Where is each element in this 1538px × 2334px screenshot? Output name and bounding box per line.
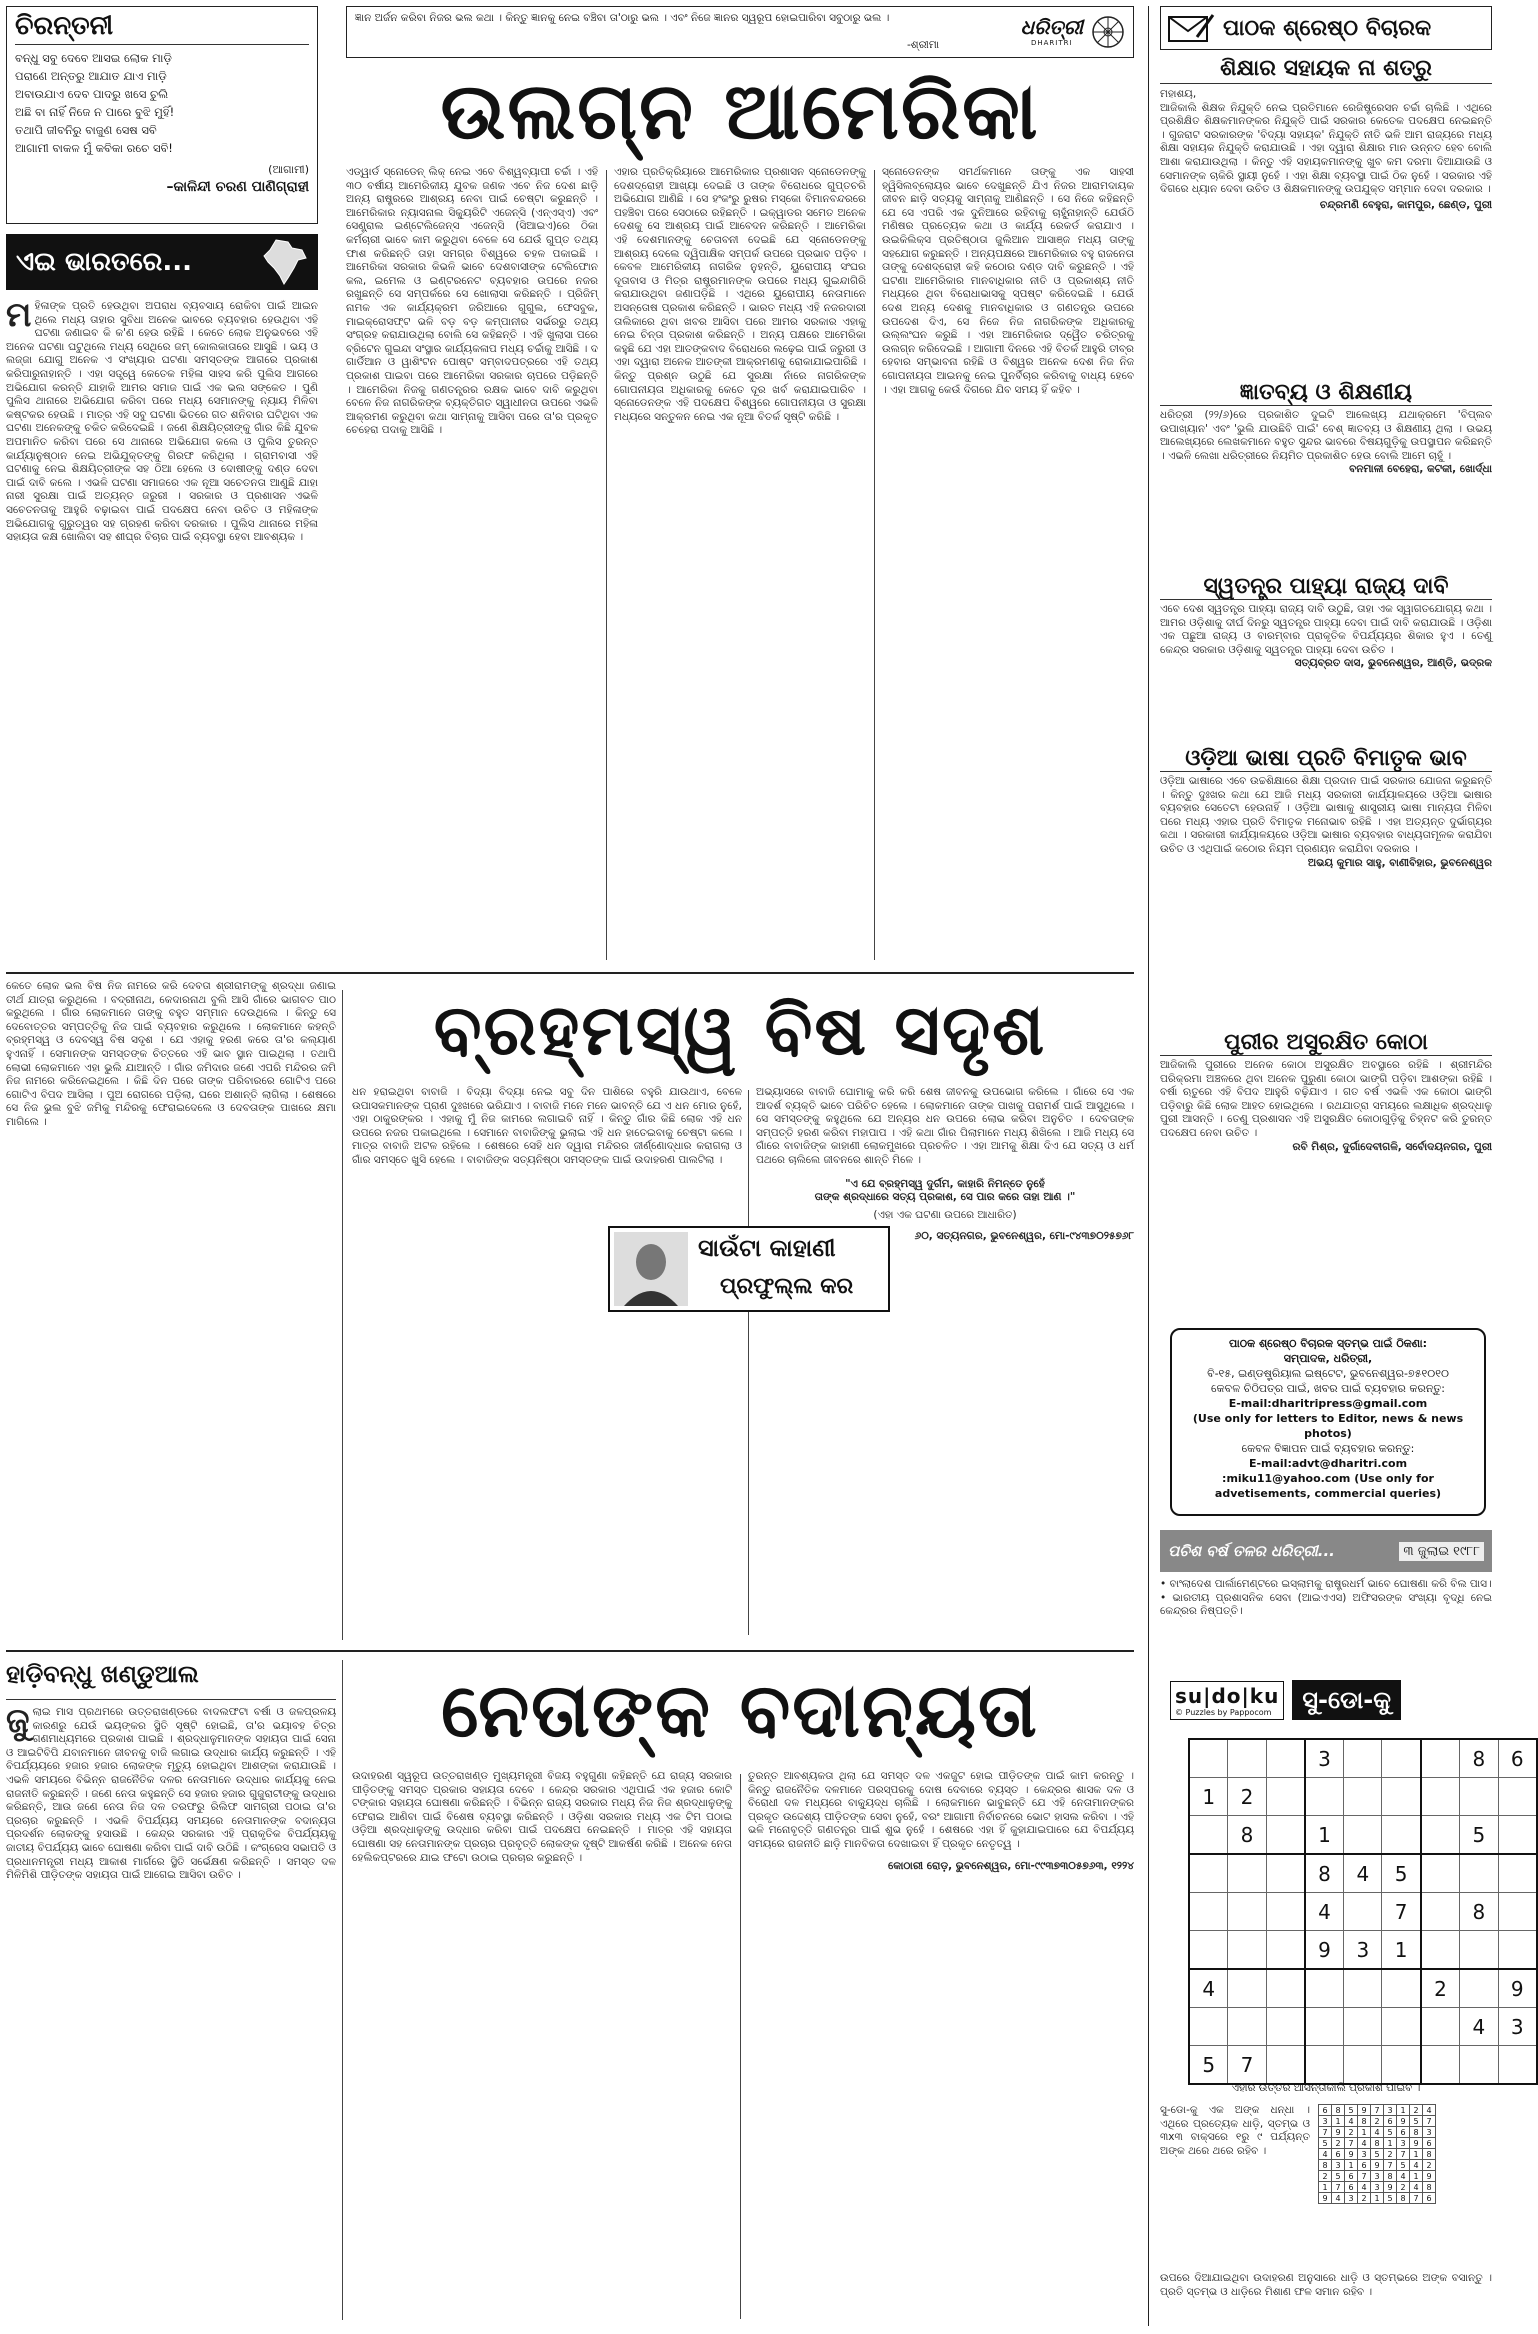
contact-email[interactable]: E-mail:advt@dharitri.com (1248, 1457, 1408, 1470)
sudoku-cell[interactable] (1189, 1854, 1228, 1893)
sudoku-example-cell: 7 (1423, 2116, 1436, 2127)
sudoku-example-cell: 6 (1345, 2171, 1358, 2182)
sudoku-logo-sub: © Puzzles by Pappocom (1175, 1707, 1272, 1717)
article-body: ହିଳାଙ୍କ ପ୍ରତି ହେଉଥିବା ଅପରାଧ ବ୍ୟବସାୟ ରୋକିବା ପାଇଁ ଆଇନ ଥିଲେ ମଧ୍ୟ ତାହାର ସୁବିଧା ଅନେକ ଭାବରେ ବ୍ୟବହାର ହେଉଥିବା ଏହି ଘଟଣା ଜଣାଇବ କି କ'ଣ ହେଉ ରହିଛି । କେତେ ଲୋକ ଅନୁଭବରେ ଏହି ଅନେକ ଘଟଣା ଘଟୁଥିଲେ ମଧ୍ୟ ସେଥିରେ ଜମ୍ କୋଲକାତାରେ ଆସୁଛି । ଭୟ ଓ ଲଜ୍ଜା ଯୋଗୁ ଅନେକ ଏ ସଂଖ୍ୟାର ଘଟଣା ସମସ୍ତଙ୍କ ଆଗରେ ପ୍ରକାଶ କରିପାରୁନାହାନ୍ତି । ଏହା ସତ୍ତ୍ୱେ କେତେକ ମହିଳା ସାହସ କରି ପୁଲିସ ଆଗରେ ଅଭିଯୋଗ କରନ୍ତି ଯାହାକି ଆମର ସମାଜ ପାଇଁ ଏକ ଭଲ ସଙ୍କେତ । ପୁଣି ପୁଲିସ ଥାନାରେ ଅଭିଯୋଗ କରିବା ପରେ ମଧ୍ୟ ସେମାନଙ୍କୁ ନ୍ୟାୟ ମିଳିବା କଷ୍ଟକର ହେଉଛି । ମାତ୍ର ଏହି ସବୁ ଘଟଣା ଭିତରେ ଗତ ଶନିବାର ଘଟିଥିବା ଏକ ଘଟଣା ଅନେକଙ୍କୁ ଚକିତ କରିଦେଇଛି । ଜଣେ ଶିକ୍ଷୟିତ୍ରୀଙ୍କୁ ଗାଁର କିଛି ଯୁବକ ଅପମାନିତ କରିବା ପରେ ସେ ଥାନାରେ ଅଭିଯୋଗ କଲେ ଓ ପୁଲିସ ତୁରନ୍ତ କାର୍ଯ୍ୟାନୁଷ୍ଠାନ ନେଇ ଅଭିଯୁକ୍ତଙ୍କୁ ଗିରଫ କରିଥିଲା । ଗ୍ରାମବାସୀ ଏହି ଘଟଣାକୁ ନେଇ ଶିକ୍ଷୟିତ୍ରୀଙ୍କ ସହ ଠିଆ ହେଲେ ଓ ଦୋଷୀଙ୍କୁ ଦଣ୍ଡ ଦେବା ପାଇଁ ଦାବି କଲେ । ଏଭଳି ଘଟଣା ସମାଜରେ ଏକ ନୂଆ ସଚେତନତା ଆଣୁଛି ଯାହା ନାରୀ ସୁରକ୍ଷା ପାଇଁ ଅତ୍ୟନ୍ତ ଜରୁରୀ । ସରକାର ଓ ପ୍ରଶାସନ ଏଭଳି ସଚେତନତାକୁ ଆହୁରି ବଢ଼ାଇବା ପାଇଁ ପଦକ୍ଷେପ ନେବା ଉଚିତ ଓ ମହିଳାଙ୍କ ଅଭିଯୋଗକୁ ଗୁରୁତ୍ୱର ସହ ଗ୍ରହଣ କରିବା ଦରକାର । ପୁଲିସ ଥାନାରେ ମହିଳା ସହାୟତା କକ୍ଷ ଖୋଲିବା ସହ ଶୀଘ୍ର ବିଚାର ପାଇଁ ବ୍ୟବସ୍ଥା ହେବା ଆବଶ୍ୟକ । (6, 300, 318, 544)
sudoku-cell[interactable]: 4 (1460, 2008, 1498, 2046)
sudoku-logo (1170, 1681, 1284, 1720)
sudoku-example-cell: 8 (1410, 2127, 1423, 2138)
sudoku-example-row (1319, 2138, 1436, 2149)
sudoku-rules-2: ଉପରେ ଦିଆଯାଇଥିବା ଉଦାହରଣ ଅନୁସାରେ ଧାଡ଼ି ଓ ସ୍ତମ୍ଭରେ ଅଙ୍କ ବସାନ୍ତୁ । ପ୍ରତି ସ୍ତମ୍ଭ ଓ ଧାଡ଼ିରେ ମିଶାଣ ଫଳ ସମାନ ରହିବ । (1160, 2272, 1492, 2298)
sudoku-cell[interactable]: 8 (1228, 1816, 1266, 1855)
sudoku-cell[interactable] (1228, 1739, 1266, 1778)
sudoku-example-row (1319, 2193, 1436, 2204)
sudoku-example-cell: 4 (1332, 2193, 1345, 2204)
poem-line: ଅଛି ବା ନାହିଁ ନିଜେ ନ ପାରେ ବୁଝି ମୁହିଁ! (15, 105, 175, 119)
sudoku-row (1189, 1854, 1537, 1893)
divider (342, 1660, 343, 2320)
india-map-icon (258, 238, 310, 286)
sudoku-row (1189, 1893, 1537, 1931)
sudoku-example-cell: 2 (1345, 2127, 1358, 2138)
divider (342, 990, 343, 1640)
sudoku-cell[interactable] (1421, 2008, 1460, 2046)
sudoku-cell[interactable] (1266, 1816, 1305, 1855)
sudoku-example-cell: 5 (1384, 2193, 1397, 2204)
sudoku-cell[interactable]: 3 (1498, 2008, 1537, 2046)
chirantani-heading: ଚିରନ୍ତନୀ (15, 11, 309, 45)
poem-line: ତଥାପି ଜୀବନିରୁ ବାଜୁଣ ସେଷ ସବି (15, 123, 157, 137)
sudoku-example-cell: 6 (1319, 2105, 1332, 2116)
letter-signature: ବନମାଳୀ ବେହେରା, କଟକୀ, ଖୋର୍ଦ୍ଧା (1349, 463, 1492, 476)
masthead (346, 6, 1134, 58)
sudoku-example-cell: 6 (1397, 2127, 1410, 2138)
sudoku-cell[interactable] (1189, 1816, 1228, 1855)
anniversary-items (1160, 1578, 1492, 1618)
letter-body: ଏବେ ଦେଶ ସ୍ୱତନ୍ତ୍ର ପାହ୍ୟା ରାଜ୍ୟ ଦାବି ଉଠୁଛି, ତାହା ଏକ ସ୍ୱାଗତଯୋଗ୍ୟ କଥା । ଆମର ଓଡ଼ିଶାକୁ ଦୀର୍ଘ ଦିନରୁ ସ୍ୱତନ୍ତ୍ର ପାହ୍ୟା ଦେବା ପାଇଁ ଦାବି କରାଯାଉଛି । ଓଡ଼ିଶା ଏକ ପଛୁଆ ରାଜ୍ୟ ଓ ବାରମ୍ବାର ପ୍ରାକୃତିକ ବିପର୍ଯ୍ୟୟର ଶିକାର ହୁଏ । ତେଣୁ କେନ୍ଦ୍ର ସରକାର ଓଡ଼ିଶାକୁ ସ୍ୱତନ୍ତ୍ର ପାହ୍ୟା ଦେବା ଉଚିତ । (1160, 603, 1492, 656)
sudoku-cell[interactable] (1421, 1739, 1460, 1778)
sudoku-example-cell: 1 (1397, 2105, 1410, 2116)
sudoku-cell[interactable]: 5 (1382, 1854, 1421, 1893)
letters-header-label: ପାଠକ ଶ୍ରେଷ୍ଠ ବିଚାରକ (1223, 15, 1432, 41)
sudoku-example-cell: 7 (1345, 2138, 1358, 2149)
letter-5 (1160, 1030, 1492, 1320)
sudoku-example-cell: 3 (1397, 2138, 1410, 2149)
sudoku-cell[interactable]: 8 (1305, 1854, 1344, 1893)
contact-line: ବି-୧୫, ଇଣ୍ଡଷ୍ଟ୍ରିୟାଲ ଇଷ୍ଟେଟ, ଭୁବନେଶ୍ୱର-୭୫୧୦୧୦ (1207, 1367, 1449, 1380)
sudoku-example-row (1319, 2182, 1436, 2193)
envelope-icon (1167, 13, 1215, 43)
column-author: ପ୍ରଫୁଲ୍ଲ କର (720, 1274, 854, 1299)
sudoku-example-cell: 1 (1358, 2127, 1371, 2138)
sudoku-example-cell: 4 (1410, 2160, 1423, 2171)
chirantani-poem (15, 49, 309, 157)
sudoku-cell[interactable] (1266, 2008, 1305, 2046)
paper-logo (1021, 15, 1083, 47)
sudoku-grid[interactable] (1188, 1738, 1538, 2085)
sudoku-example-row (1319, 2105, 1436, 2116)
sudoku-cell[interactable]: 4 (1344, 1854, 1382, 1893)
sudoku-row (1189, 1969, 1537, 2008)
sudoku-cell[interactable] (1382, 1778, 1421, 1816)
chirantani-box (6, 6, 318, 224)
sudoku-example-cell: 5 (1319, 2138, 1332, 2149)
letters-contact-box (1170, 1328, 1486, 1516)
anniversary-date: ୩ ଜୁଲାଇ ୧୯୮୮ (1399, 1542, 1484, 1561)
letter-signature: ଚନ୍ଦ୍ରମଣି ବେହୁରା, କାମପୁର, ଛେଣ୍ଡ, ପୁରୀ (1319, 198, 1492, 211)
hadibandhu-article (6, 1701, 336, 2326)
sudoku-example-cell: 5 (1384, 2127, 1397, 2138)
sudoku-cell[interactable] (1266, 1854, 1305, 1893)
sudoku-cell[interactable] (1382, 1816, 1421, 1855)
sudoku-example-cell: 9 (1384, 2182, 1397, 2193)
sudoku-row (1189, 1816, 1537, 1855)
sudoku-cell[interactable] (1498, 1854, 1537, 1893)
sudoku-example-cell: 9 (1358, 2105, 1371, 2116)
sudoku-example-cell: 2 (1397, 2182, 1410, 2193)
sudoku-title: ସୁ-ଡୋ-କୁ (1292, 1680, 1401, 1720)
sudoku-cell[interactable] (1421, 1931, 1460, 1970)
sudoku-cell[interactable]: 7 (1382, 1893, 1421, 1931)
ei-bharatare-heading: ଏଇ ଭାରତରେ... (16, 246, 192, 277)
contact-email[interactable]: :miku11@yahoo.com (Use only for (1222, 1472, 1434, 1485)
sudoku-row (1189, 2008, 1537, 2046)
letter-body: ଧରିତ୍ରୀ (୨୨/୬)ରେ ପ୍ରକାଶିତ ଦୁଇଟି ଆଲେଖ୍ୟ ଯଥାକ୍ରମେ 'ବିପ୍ଲବ ଉପାଖ୍ୟାନ' ଏବଂ 'ଭୁଲି ଯାଉଛିବି ପାଇଁ' ବେଶ୍ ଜ୍ଞାତବ୍ୟ ଓ ଶିକ୍ଷଣୀୟ ଥିଲା । ଉଭୟ ଆଲେଖ୍ୟରେ ଲେଖକମାନେ ବହୁତ ସୁନ୍ଦର ଭାବରେ ବିଷୟଗୁଡ଼ିକୁ ଉପସ୍ଥାପନ କରିଛନ୍ତି । ଏଭଳି ଲେଖା ଧରିତ୍ରୀରେ ନିୟମିତ ପ୍ରକାଶିତ ହେଉ ବୋଲି ଆମେ ଚାହୁଁ । (1160, 409, 1492, 462)
sudoku-cell[interactable] (1382, 2008, 1421, 2046)
sudoku-row (1189, 1931, 1537, 1970)
masthead-quote: ଜ୍ଞାନ ଅର୍ଜନ କରିବା ନିଜର ଭଲ କଥା । କିନ୍ତୁ ଜ୍ଞାନକୁ ନେଇ ବଞ୍ଚିବା ତା'ଠାରୁ ଭଲ । ଏବଂ ନିଜେ ଜ୍ଞାନର ସ୍ୱରୂପ ହୋଇପାରିବା ସବୁଠାରୁ ଭଲ । (355, 12, 890, 24)
letter-title: ଶିକ୍ଷାର ସହାୟକ ନା ଶତ୍ରୁ (1160, 56, 1492, 84)
sudoku-example-cell: 8 (1332, 2105, 1345, 2116)
sudoku-example-cell: 4 (1319, 2149, 1332, 2160)
sudoku-cell[interactable]: 9 (1498, 1969, 1537, 2008)
sudoku-row (1189, 1778, 1537, 1816)
sudoku-cell[interactable] (1228, 1931, 1266, 1970)
sudoku-example-row (1319, 2127, 1436, 2138)
sudoku-cell[interactable] (1266, 2046, 1305, 2085)
sudoku-example-cell: 6 (1345, 2182, 1358, 2193)
sudoku-example-cell: 7 (1332, 2182, 1345, 2193)
sudoku-cell[interactable] (1344, 1969, 1382, 2008)
sudoku-example-cell: 4 (1397, 2171, 1410, 2182)
sudoku-example-cell: 1 (1384, 2138, 1397, 2149)
sudoku-example-cell: 1 (1410, 2171, 1423, 2182)
sudoku-grid-wrap (1188, 1738, 1538, 2078)
sudoku-cell[interactable]: 3 (1305, 1739, 1344, 1778)
sudoku-cell[interactable]: 9 (1305, 1931, 1344, 1970)
poem-line: ଅବାଉଯାଏ ଦେବ ପାଦରୁ ଖସେ ଚୁଲି (15, 87, 169, 101)
sudoku-example-cell: 3 (1332, 2160, 1345, 2171)
article-body: କେତେ ଲୋକ ଭଲ ବିଷ ନିଜ ନାମରେ କରି ଦେବତା ଶ୍ରୀରାମଙ୍କୁ ଶ୍ରଦ୍ଧା ଜଣାଇ ତୀର୍ଥ ଯାତ୍ରା କରୁଥିଲେ । ବଦ୍ରୀନାଥ, କେଦାରନାଥ ବୁଲି ଆସି ଗାଁରେ ଭାଗବତ ପାଠ କରୁଥିଲେ । ଗାଁର ଲୋକମାନେ ତାଙ୍କୁ ବହୁତ ସମ୍ମାନ ଦେଉଥିଲେ । କିନ୍ତୁ ସେ ଦେବୋତ୍ତର ସମ୍ପତ୍ତିକୁ ନିଜ ପାଇଁ ବ୍ୟବହାର କରୁଥିଲେ । ଲୋକମାନେ କହନ୍ତି ବ୍ରହ୍ମସ୍ୱ ଓ ଦେବସ୍ୱ ବିଷ ସଦୃଶ । ଯେ ଏହାକୁ ହରଣ କରେ ତା'ର କଲ୍ୟାଣ ହୁଏନାହିଁ । ସେମାନଙ୍କ ସମସ୍ତଙ୍କ ଚିତ୍ତରେ ଏହି ଭାବ ସ୍ଥାନ ପାଇଥିଲା । ତଥାପି ଲୋଭୀ ଲୋକମାନେ ଏହା ଭୁଲି ଯାଆନ୍ତି । ଗାଁର ଜମିଦାର ଜଣେ ଏପରି ମନ୍ଦିରର ଜମି ନିଜ ନାମରେ କରିନେଇଥିଲେ । କିଛି ଦିନ ପରେ ତାଙ୍କ ପରିବାରରେ ଗୋଟିଏ ପରେ ଗୋଟିଏ ବିପଦ ଆସିଲା । ପୁଅ ରୋଗରେ ପଡ଼ିଲା, ଘରେ ଅଶାନ୍ତି ଲାଗିଲା । ଶେଷରେ ସେ ନିଜ ଭୁଲ ବୁଝି ଜମିକୁ ମନ୍ଦିରକୁ ଫେରାଇଦେଲେ ଓ ଦେବତାଙ୍କ ପାଖରେ କ୍ଷମା ମାଗିଲେ । (6, 980, 336, 1128)
sudoku-example-cell: 5 (1345, 2105, 1358, 2116)
letter-body: ଓଡ଼ିଆ ଭାଷାରେ ଏବେ ଉଚ୍ଚଶିକ୍ଷାରେ ଶିକ୍ଷା ପ୍ରଦାନ ପାଇଁ ସରକାର ଯୋଜନା କରୁଛନ୍ତି । କିନ୍ତୁ ଦୁଃଖର କଥା ଯେ ଆଜି ମଧ୍ୟ ସରକାରୀ କାର୍ଯ୍ୟାଳୟରେ ଓଡ଼ିଆ ଭାଷାର ବ୍ୟବହାର ସେତେଟା ହେଉନାହିଁ । ଓଡ଼ିଆ ଭାଷାକୁ ଶାସ୍ତ୍ରୀୟ ଭାଷା ମାନ୍ୟତା ମିଳିବା ପରେ ମଧ୍ୟ ଏହାର ପ୍ରତି ବିମାତୃକ ମନୋଭାବ ରହିଛି । ଏହା ଅତ୍ୟନ୍ତ ଦୁର୍ଭାଗ୍ୟର କଥା । ସରକାରୀ କାର୍ଯ୍ୟାଳୟରେ ଓଡ଼ିଆ ଭାଷାର ବ୍ୟବହାର ବାଧ୍ୟତାମୂଳକ କରାଯିବା ଉଚିତ ଓ ଏଥିପାଇଁ କଠୋର ନିୟମ ପ୍ରଣୟନ କରାଯିବା ଦରକାର । (1160, 775, 1492, 855)
sudoku-cell[interactable] (1305, 2046, 1344, 2085)
author-head: ହାଡ଼ିବନ୍ଧୁ ଖଣ୍ଡୁଆଲ (6, 1660, 199, 1688)
sudoku-cell[interactable] (1421, 1893, 1460, 1931)
sudoku-example-cell: 3 (1358, 2149, 1371, 2160)
dropcap: ମ (6, 295, 32, 335)
sudoku-cell[interactable] (1305, 2008, 1344, 2046)
sudoku-example-cell: 1 (1345, 2160, 1358, 2171)
sudoku-cell[interactable] (1460, 1854, 1498, 1893)
sudoku-example-cell: 7 (1397, 2149, 1410, 2160)
sudoku-cell[interactable] (1266, 1778, 1305, 1816)
sudoku-cell[interactable] (1344, 1739, 1382, 1778)
sudoku-cell[interactable] (1382, 1739, 1421, 1778)
sudoku-cell[interactable] (1266, 1739, 1305, 1778)
sudoku-example-cell: 7 (1319, 2127, 1332, 2138)
contact-note: (Use only for letters to Editor, news & news photos) (1192, 1412, 1464, 1440)
sudoku-row (1189, 2046, 1537, 2085)
divider (740, 1774, 741, 2319)
brahmasya-right-col (756, 1086, 1134, 1636)
sudoku-cell[interactable] (1189, 2008, 1228, 2046)
letter-1 (1160, 56, 1492, 374)
sudoku-example-cell: 2 (1384, 2149, 1397, 2160)
sudoku-cell[interactable] (1460, 1778, 1498, 1816)
sudoku-cell[interactable]: 8 (1460, 1893, 1498, 1931)
contact-line: ପାଠକ ଶ୍ରେଷ୍ଠ ବିଚାରକ ସ୍ତମ୍ଭ ପାଇଁ ଠିକଣା: (1228, 1337, 1428, 1350)
sudoku-example-cell: 4 (1371, 2127, 1384, 2138)
sudoku-example-cell: 1 (1319, 2182, 1332, 2193)
sudoku-cell[interactable] (1344, 1816, 1382, 1855)
anniversary-item: • ବାଂଲାଦେଶ ପାର୍ଲାମେଣ୍ଟରେ ଇସ୍‌ଲାମକୁ ରାଷ୍ଟ୍ରଧର୍ମ ଭାବେ ଘୋଷଣା କରି ବିଲ ପାସ। (1160, 1578, 1492, 1590)
paper-name: ଧରିତ୍ରୀ (1020, 15, 1083, 39)
sudoku-example-cell: 3 (1371, 2171, 1384, 2182)
sudoku-cell[interactable] (1189, 1893, 1228, 1931)
sudoku-example-cell: 2 (1371, 2116, 1384, 2127)
poem-line: ବନ୍ଧୁ ସବୁ ଦେବେ ଆସଇ ଲୋକ ମାଡ଼ି (15, 51, 172, 65)
sudoku-example-row (1319, 2116, 1436, 2127)
sudoku-cell[interactable] (1498, 1778, 1537, 1816)
sudoku-cell[interactable] (1498, 1893, 1537, 1931)
contact-line: ସମ୍ପାଦକ, ଧରିତ୍ରୀ, (1283, 1352, 1373, 1365)
brahmasya-mid-col: ଧନ ହରାଇଥିବା ବାବାଜି । ବିଦ୍ୟା ବିଦ୍ୟା ନେଇ ସବୁ ଦିନ ପାଶିରେ ବହୁରି ଯାଉଥାଏ, ବେଳେ ଉପାସକମାନଙ୍କ ପ୍ରାଣ ଦୁଃଖରେ ଭରିଯାଏ । ବାବାଜି ମନେ ମନେ ଭାବନ୍ତି ଯେ ଏ ଧନ ମୋର ନୁହେଁ, ଏହା ଠାକୁରଙ୍କର । ଏହାକୁ ମୁଁ ନିଜ କାମରେ ଲଗାଇବି ନାହିଁ । କିନ୍ତୁ ଗାଁର କିଛି ଲୋକ ଏହି ଧନ ଉପରେ ନଜର ପକାଇଥିଲେ । ସେମାନେ ବାବାଜିଙ୍କୁ ଭୁଲାଇ ଏହି ଧନ ହାତେଇବାକୁ ଚେଷ୍ଟା କଲେ । ମାତ୍ର ବାବାଜି ଅଟଳ ରହିଲେ । ଶେଷରେ ସେହି ଧନ ଦ୍ୱାରା ମନ୍ଦିରର ଜୀର୍ଣ୍ଣୋଦ୍ଧାର କରାଗଲା ଓ ଗାଁର ସମସ୍ତେ ଖୁସି ହେଲେ । ବାବାଜିଙ୍କ ସତ୍ୟନିଷ୍ଠା ସମସ୍ତଙ୍କ ପାଇଁ ଉଦାହରଣ ପାଲଟିଲା । (352, 1086, 742, 1166)
sudoku-example-cell: 5 (1371, 2149, 1384, 2160)
article-body: ଅଭ୍ୟାସରେ ବାବାଜି ଘୋମାକୁ କରି କରି ଶେଷ ଜୀବନକୁ ଉପଭୋଗ କରିଲେ । ଗାଁରେ ସେ ଏକ ଆଦର୍ଶ ବ୍ୟକ୍ତି ଭାବେ ପରିଚିତ ହେଲେ । ଲୋକମାନେ ତାଙ୍କ ପାଖକୁ ପରାମର୍ଶ ପାଇଁ ଆସୁଥିଲେ । ସେ ସମସ୍ତଙ୍କୁ କହୁଥିଲେ ଯେ ଅନ୍ୟର ଧନ ଉପରେ ଲୋଭ କରିବା ଅନୁଚିତ । ଦେବତାଙ୍କ ସମ୍ପତ୍ତି ହରଣ କରିବା ମହାପାପ । ଏହି କଥା ଗାଁର ପିଲାମାନେ ମଧ୍ୟ ଶିଖିଲେ । ଆଜି ମଧ୍ୟ ସେ ଗାଁରେ ବାବାଜିଙ୍କ କାହାଣୀ ଲୋକମୁଖରେ ପ୍ରଚଳିତ । ଏହା ଆମକୁ ଶିକ୍ଷା ଦିଏ ଯେ ସତ୍ୟ ଓ ଧର୍ମ ପଥରେ ଚାଲିଲେ ଜୀବନରେ ଶାନ୍ତି ମିଳେ । (756, 1086, 1134, 1166)
sudoku-cell[interactable] (1189, 1739, 1228, 1778)
article-body: ତୁରନ୍ତ ଆବଶ୍ୟକତା ଥିଲା ଯେ ସମସ୍ତ ଦଳ ଏକଜୁଟ ହୋଇ ପୀଡ଼ିତଙ୍କ ପାଇଁ କାମ କରନ୍ତୁ । କିନ୍ତୁ ରାଜନୈତିକ ଦଳମାନେ ପରସ୍ପରକୁ ଦୋଷ ଦେବାରେ ବ୍ୟସ୍ତ । କେନ୍ଦ୍ରର ଶାସକ ଦଳ ଓ ବିରୋଧୀ ଦଳ ମଧ୍ୟରେ ବାକ୍ୟୁଦ୍ଧ ଚାଲିଛି । ଲୋକମାନେ ଭାବୁଛନ୍ତି ଯେ ଏହି ନେତାମାନଙ୍କର ପ୍ରକୃତ ଉଦ୍ଦେଶ୍ୟ ପୀଡ଼ିତଙ୍କ ସେବା ନୁହେଁ, ବରଂ ଆଗାମୀ ନିର୍ବାଚନରେ ଭୋଟ ହାସଲ କରିବା । ଏହି ଭଳି ମନୋବୃତ୍ତି ଗଣତନ୍ତ୍ର ପାଇଁ ଶୁଭ ନୁହେଁ । ଶେଷରେ ଏହା ହିଁ କୁହାଯାଇପାରେ ଯେ ବିପର୍ଯ୍ୟୟ ସମୟରେ ରାଜନୀତି ଛାଡ଼ି ମାନବିକତା ଦେଖାଇବା ହିଁ ପ୍ରକୃତ ନେତୃତ୍ୱ । (748, 1770, 1134, 1850)
sudoku-cell[interactable] (1421, 2046, 1460, 2085)
sudoku-example-cell: 1 (1332, 2116, 1345, 2127)
sudoku-cell[interactable] (1228, 1893, 1266, 1931)
ulanga-col-3: ସ୍ନୋଡେନଙ୍କ ସମର୍ଥକମାନେ ତାଙ୍କୁ ଏକ ସାହସୀ ହ୍ୱିସିଲବ୍ଲୋୟର ଭାବେ ଦେଖୁଛନ୍ତି ଯିଏ ନିଜର ଆରାମଦାୟକ ଜୀବନ ଛାଡ଼ି ସତ୍ୟକୁ ସାମ୍ନାକୁ ଆଣିଛନ୍ତି । ସେ ନିଜେ କହିଛନ୍ତି ଯେ ସେ ଏପରି ଏକ ଦୁନିଆରେ ରହିବାକୁ ଚାହୁଁନାହାନ୍ତି ଯେଉଁଠି ମଣିଷର ପ୍ରତ୍ୟେକ କଥା ଓ କାର୍ଯ୍ୟ ରେକର୍ଡ କରାଯାଏ । ଉଇକିଲିକ୍ସ ପ୍ରତିଷ୍ଠାତା ଜୁଲିଆନ ଆସାଞ୍ଜ ମଧ୍ୟ ତାଙ୍କୁ ସହଯୋଗ କରୁଛନ୍ତି । ଅନ୍ୟପକ୍ଷରେ ଆମେରିକାର ବହୁ ରାଜନେତା ତାଙ୍କୁ ଦେଶଦ୍ରୋହୀ କହି କଠୋର ଦଣ୍ଡ ଦାବି କରୁଛନ୍ତି । ଏହି ଘଟଣା ଆମେରିକାର ମାନବାଧିକାର ନୀତି ଓ ପ୍ରକାଶ୍ୟ ନୀତି ମଧ୍ୟରେ ଥିବା ବିରୋଧାଭାସକୁ ସ୍ପଷ୍ଟ କରିଦେଇଛି । ଯେଉଁ ଦେଶ ଅନ୍ୟ ଦେଶକୁ ମାନବାଧିକାର ଓ ଗଣତନ୍ତ୍ର ଉପରେ ଉପଦେଶ ଦିଏ, ସେ ନିଜେ ନିଜ ନାଗରିକଙ୍କ ଅଧିକାରକୁ ଉଲ୍ଲଂଘନ କରୁଛି । ଏହା ଆମେରିକାର ଦ୍ୱୈତ ଚରିତ୍ରକୁ ଉଲଗ୍ନ କରିଦେଇଛି । ଆଗାମୀ ଦିନରେ ଏହି ବିତର୍କ ଆହୁରି ତୀବ୍ର ହେବାର ସମ୍ଭାବନା ରହିଛି ଓ ବିଶ୍ୱର ଅନେକ ଦେଶ ନିଜ ନିଜ ଗୋପନୀୟତା ଆଇନକୁ ନେଇ ପୁନର୍ବିଚାର କରିବାକୁ ବାଧ୍ୟ ହେବେ । ଏହା ଆଗକୁ କେଉଁ ଦିଗରେ ଯିବ ସମୟ ହିଁ କହିବ । (882, 166, 1134, 396)
section-rule (6, 972, 1134, 974)
sudoku-example-cell: 6 (1332, 2149, 1345, 2160)
netanka-title: ନେତାଙ୍କ ବଦାନ୍ୟତା (441, 1668, 1039, 1754)
letter-title: ଓଡ଼ିଆ ଭାଷା ପ୍ରତି ବିମାତୃକ ଭାବ (1160, 746, 1492, 772)
column-divider (1148, 6, 1149, 2326)
sudoku-example-cell: 2 (1319, 2171, 1332, 2182)
anniversary-banner (1160, 1530, 1492, 1572)
chirantani-author: –କାଳିନ୍ଦୀ ଚରଣ ପାଣିଗ୍ରାହୀ (166, 179, 309, 195)
letter-title: ସ୍ୱତନ୍ତ୍ର ପାହ୍ୟା ରାଜ୍ୟ ଦାବି (1160, 574, 1492, 600)
dropcap: ଜୁ (6, 1701, 30, 1741)
sudoku-example-cell: 7 (1384, 2160, 1397, 2171)
sudoku-example-cell: 8 (1397, 2193, 1410, 2204)
portrait-icon (614, 1232, 688, 1306)
sudoku-cell[interactable] (1266, 1893, 1305, 1931)
sudoku-cell[interactable] (1305, 1778, 1344, 1816)
sudoku-example-cell: 4 (1358, 2182, 1371, 2193)
sudoku-example-cell: 2 (1358, 2193, 1371, 2204)
sudoku-example-grid (1318, 2104, 1436, 2204)
contact-note: advetisements, commercial queries) (1214, 1487, 1442, 1500)
sudoku-example-cell: 1 (1371, 2193, 1384, 2204)
sudoku-cell[interactable] (1344, 2046, 1382, 2085)
sudoku-example-cell: 3 (1371, 2182, 1384, 2193)
sudoku-mini-wrap (1318, 2104, 1492, 2264)
sudoku-cell[interactable] (1460, 1931, 1498, 1970)
letter-signature: ଅଭୟ କୁମାର ସାହୁ, ବାଣୀବିହାର, ଭୁବନେଶ୍ୱର (1307, 856, 1492, 869)
divider (874, 170, 875, 960)
ulanga-col-2: ଏହାର ପ୍ରତିକ୍ରିୟାରେ ଆମେରିକାର ପ୍ରଶାସନ ସ୍ନୋଡେନଙ୍କୁ ଦେଶଦ୍ରୋହୀ ଆଖ୍ୟା ଦେଇଛି ଓ ତାଙ୍କ ବିରୋଧରେ ଗୁପ୍ତଚରି ଅଭିଯୋଗ ଆଣିଛି । ସେ ହଂକଂରୁ ରୁଷର ମସ୍କୋ ବିମାନବନ୍ଦରରେ ପହଞ୍ଚିବା ପରେ ସେଠାରେ ରହିଛନ୍ତି । ଇକ୍ୱାଡର ସମେତ ଅନେକ ଦେଶକୁ ସେ ଆଶ୍ରୟ ପାଇଁ ଆବେଦନ କରିଛନ୍ତି । ଆମେରିକା ଏହି ଦେଶମାନଙ୍କୁ ଚେତାବନୀ ଦେଇଛି ଯେ ସ୍ନୋଡେନଙ୍କୁ ଆଶ୍ରୟ ଦେଲେ ଦ୍ୱିପାକ୍ଷିକ ସମ୍ପର୍କ ଉପରେ ପ୍ରଭାବ ପଡ଼ିବ । କେବଳ ଆମେରିକୀୟ ନାଗରିକ ନୁହନ୍ତି, ୟୁରୋପୀୟ ସଂଘର ଦୂତାବାସ ଓ ମିତ୍ର ରାଷ୍ଟ୍ରମାନଙ୍କ ଉପରେ ମଧ୍ୟ ଗୁଇନ୍ଦାଗିରି କରାଯାଉଥିବା ଜଣାପଡ଼ିଛି । ଏଥିରେ ୟୁରୋପୀୟ ନେତାମାନେ ଅସନ୍ତୋଷ ପ୍ରକାଶ କରିଛନ୍ତି । ଭାରତ ମଧ୍ୟ ଏହି ନଜରଦାରୀ ତାଲିକାରେ ଥିବା ଖବର ଆସିବା ପରେ ଆମର ସରକାର ଏହାକୁ ନେଇ ଚିନ୍ତା ପ୍ରକାଶ କରିଛନ୍ତି । ଅନ୍ୟ ପକ୍ଷରେ ଆମେରିକା କହୁଛି ଯେ ଏହା ଆତଙ୍କବାଦ ବିରୋଧରେ ଲଢ଼େଇ ପାଇଁ ଜରୁରୀ ଓ ଏହା ଦ୍ୱାରା ଅନେକ ଆତଙ୍କୀ ଆକ୍ରମଣକୁ ରୋକାଯାଇପାରିଛି । କିନ୍ତୁ ପ୍ରଶ୍ନ ଉଠୁଛି ଯେ ସୁରକ୍ଷା ନାଁରେ ନାଗରିକଙ୍କ ଗୋପନୀୟତା ଅଧିକାରକୁ କେତେ ଦୂର ଖର୍ବ କରାଯାଇପାରିବ । ସ୍ନୋଡେନଙ୍କ ଏହି ପଦକ୍ଷେପ ବିଶ୍ୱରେ ଗୋପନୀୟତା ଓ ସୁରକ୍ଷା ମଧ୍ୟରେ ସନ୍ତୁଳନ ନେଇ ଏକ ନୂଆ ବିତର୍କ ସୃଷ୍ଟି କରିଛି । (614, 166, 866, 423)
contact-line: କେବଳ ଚିଠିପତ୍ର ପାଇଁ, ଖବର ପାଇଁ ବ୍ୟବହାର କରନ୍ତୁ: (1211, 1382, 1445, 1395)
sudoku-example-cell: 8 (1384, 2171, 1397, 2182)
ulanga-col-1: ଏଡ୍‌ୱାର୍ଡ ସ୍ନୋଡେନ୍ ଲିକ୍ ନେଇ ଏବେ ବିଶ୍ୱବ୍ୟାପୀ ଚର୍ଚ୍ଚା । ଏହି ୩୦ ବର୍ଷୀୟ ଆମେରିକୀୟ ଯୁବକ ଜଣକ ଏବେ ନିଜ ଦେଶ ଛାଡ଼ି ଅନ୍ୟ ରାଷ୍ଟ୍ରରେ ଆଶ୍ରୟ ନେବା ପାଇଁ ଚେଷ୍ଟା କରୁଛନ୍ତି । ଆମେରିକାର ନ୍ୟାସନାଲ ସିକ୍ୟୁରିଟି ଏଜେନ୍ସି (ଏନ୍‌ଏସ୍‌ଏ) ଏବଂ ସେଣ୍ଟ୍ରାଲ ଇଣ୍ଟେଲିଜେନ୍ସ ଏଜେନ୍ସି (ସିଆଇଏ)ରେ ଠିକା କର୍ମଚାରୀ ଭାବେ କାମ କରୁଥିବା ବେଳେ ସେ ଯେଉଁ ଗୁପ୍ତ ତଥ୍ୟ ଫାଶ କରିଛନ୍ତି ତାହା ସମଗ୍ର ବିଶ୍ୱରେ ଚହଳ ପକାଇଛି । ଆମେରିକା ସରକାର କିଭଳି ଭାବେ ଦେଶବାସୀଙ୍କ ଟେଲିଫୋନ କଲ, ଇମେଲ ଓ ଇଣ୍ଟରନେଟ ବ୍ୟବହାର ଉପରେ ନଜର ରଖୁଛନ୍ତି ସେ ସମ୍ପର୍କରେ ସେ ଖୋଲାସା କରିଛନ୍ତି । ପ୍ରିଜିମ୍ ନାମକ ଏକ କାର୍ଯ୍ୟକ୍ରମ ଜରିଆରେ ଗୁଗୁଲ, ଫେସବୁକ, ମାଇକ୍ରୋସଫ୍ଟ ଭଳି ବଡ଼ ବଡ଼ କମ୍ପାନୀର ସର୍ଭରରୁ ତଥ୍ୟ ସଂଗ୍ରହ କରାଯାଉଥିଲା ବୋଲି ସେ କହିଛନ୍ତି । ଏହି ଖୁଲାସା ପରେ ବ୍ରିଟେନ ଗୁଇନ୍ଦା ସଂସ୍ଥାର କାର୍ଯ୍ୟକଳାପ ମଧ୍ୟ ଚର୍ଚ୍ଚାକୁ ଆସିଛି । ଦ ଗାର୍ଡିଆନ ଓ ୱାଶିଂଟନ ପୋଷ୍ଟ ସମ୍ବାଦପତ୍ରରେ ଏହି ତଥ୍ୟ ପ୍ରକାଶ ପାଇବା ପରେ ଆମେରିକା ସରକାର ଚାପରେ ପଡ଼ିଛନ୍ତି । ଆମେରିକା ନିଜକୁ ଗଣତନ୍ତ୍ରର ରକ୍ଷକ ଭାବେ ଦାବି କରୁଥିବା ବେଳେ ନିଜ ନାଗରିକଙ୍କ ବ୍ୟକ୍ତିଗତ ସ୍ୱାଧୀନତା ଉପରେ ଏଭଳି ଆକ୍ରମଣ କରୁଥିବା କଥା ସାମ୍ନାକୁ ଆସିବା ପରେ ତା'ର ପ୍ରକୃତ ଚେହେରା ପଦାକୁ ଆସିଛି । (346, 166, 598, 437)
anniversary-label: ପଚିଶ ବର୍ଷ ତଳର ଧରିତ୍ରୀ... (1168, 1542, 1335, 1560)
letter-salutation: ମହାଶୟ, (1160, 88, 1197, 100)
sudoku-example-cell: 5 (1397, 2160, 1410, 2171)
poem-line: ପରାଣେ ଅନ୍ତରୁ ଆଯାତ ଯାଏ ମାଡ଼ି (15, 69, 167, 83)
sudoku-cell[interactable]: 1 (1305, 1816, 1344, 1855)
letter-4 (1160, 746, 1492, 1026)
sudoku-cell[interactable]: 7 (1228, 2046, 1266, 2085)
sudoku-cell[interactable] (1266, 1931, 1305, 1970)
sudoku-row (1189, 1739, 1537, 1778)
sudoku-cell[interactable] (1228, 1854, 1266, 1893)
letter-body: ଆଜିକାଲି ପୁରୀରେ ଅନେକ କୋଠା ଅସୁରକ୍ଷିତ ଅବସ୍ଥାରେ ରହିଛି । ଶ୍ରୀମନ୍ଦିର ପରିକ୍ରମା ଅଞ୍ଚଳରେ ଥିବା ଅନେକ ପୁରୁଣା କୋଠା ଭାଙ୍ଗି ପଡ଼ିବା ଆଶଙ୍କା ରହିଛି । ବର୍ଷା ଋତୁରେ ଏହି ବିପଦ ଆହୁରି ବଢ଼ିଯାଏ । ଗତ ବର୍ଷ ଏଭଳି ଏକ କୋଠା ଭାଙ୍ଗି ପଡ଼ିବାରୁ କିଛି ଲୋକ ଆହତ ହୋଇଥିଲେ । ରଥଯାତ୍ରା ସମୟରେ ଲକ୍ଷାଧିକ ଶ୍ରଦ୍ଧାଳୁ ପୁରୀ ଆସନ୍ତି । ତେଣୁ ପ୍ରଶାସନ ଏହି ଅସୁରକ୍ଷିତ କୋଠାଗୁଡ଼ିକୁ ଚିହ୍ନଟ କରି ତୁରନ୍ତ ପଦକ୍ଷେପ ନେବା ଉଚିତ । (1160, 1059, 1492, 1139)
sudoku-cell[interactable] (1460, 1969, 1498, 2008)
sudoku-cell[interactable] (1421, 1816, 1460, 1855)
sudoku-example-cell: 3 (1423, 2127, 1436, 2138)
sudoku-example-cell: 8 (1423, 2182, 1436, 2193)
sudoku-cell[interactable] (1266, 1969, 1305, 2008)
divider (748, 1090, 749, 1635)
sudoku-cell[interactable] (1382, 1969, 1421, 2008)
sudoku-example-cell: 7 (1410, 2193, 1423, 2204)
chirantani-source: (ଆଗାମୀ) (268, 163, 309, 176)
sudoku-example-cell: 9 (1397, 2116, 1410, 2127)
letter-title: ଜ୍ଞାତବ୍ୟ ଓ ଶିକ୍ଷଣୀୟ (1160, 380, 1492, 406)
verse-note: (ଏହା ଏକ ଘଟଣା ଉପରେ ଆଧାରିତ) (873, 1208, 1017, 1221)
sudoku-example-cell: 7 (1371, 2105, 1384, 2116)
sudoku-cell[interactable]: 1 (1189, 1778, 1228, 1816)
sudoku-example-cell: 8 (1423, 2149, 1436, 2160)
sudoku-example-cell: 5 (1332, 2171, 1345, 2182)
brahmasya-title: ବ୍ରହ୍ମସ୍ୱ ବିଷ ସଦୃଶ (433, 989, 1047, 1071)
sudoku-cell[interactable] (1344, 1778, 1382, 1816)
sudoku-example-cell: 9 (1319, 2193, 1332, 2204)
article-body: ଲାଇ ମାସ ପ୍ରଥମରେ ଉତ୍ତରାଖଣ୍ଡରେ ବାଦଲଫଟା ବର୍ଷା ଓ ଜଳପ୍ରଳୟ କାରଣରୁ ଯେଉଁ ଭୟଙ୍କର ସ୍ଥିତି ସୃଷ୍ଟି ହୋଇଛି, ତା'ର ଭୟାବହ ଚିତ୍ର ଗଣମାଧ୍ୟମରେ ପ୍ରକାଶ ପାଇଛି । ଶ୍ରଦ୍ଧାଳୁମାନଙ୍କ ସହାୟତା ପାଇଁ ସେନା ଓ ଆଇଟିବିପି ଯବାନମାନେ ଜୀବନକୁ ବାଜି ଲଗାଇ ଉଦ୍ଧାର କାର୍ଯ୍ୟ କରୁଛନ୍ତି । ଏହି ବିପର୍ଯ୍ୟୟରେ ହଜାର ହଜାର ଲୋକଙ୍କ ମୃତ୍ୟୁ ହୋଇଥିବା ଆଶଙ୍କା କରାଯାଉଛି । ଏଭଳି ସମୟରେ ବିଭିନ୍ନ ରାଜନୈତିକ ଦଳର ନେତାମାନେ ଉଦ୍ଧାର କାର୍ଯ୍ୟକୁ ନେଇ ରାଜନୀତି କରୁଛନ୍ତି । ଜଣେ ନେତା କହୁଛନ୍ତି ସେ ହଜାର ହଜାର ଗୁଜୁରାଟୀଙ୍କୁ ଉଦ୍ଧାର କରିଛନ୍ତି, ଆଉ ଜଣେ ନେତା ନିଜ ଦଳ ତରଫରୁ ରିଲିଫ ସାମଗ୍ରୀ ପଠାଇ ତା'ର ପ୍ରଚାର କରୁଛନ୍ତି । ଏଭଳି ବିପର୍ଯ୍ୟୟ ସମୟରେ ନେତାମାନଙ୍କ ବଦାନ୍ୟତା ପ୍ରଦର୍ଶନ ଲୋକଙ୍କୁ ହସାଉଛି । କେନ୍ଦ୍ର ସରକାର ଏହି ପ୍ରାକୃତିକ ବିପର୍ଯ୍ୟୟକୁ ଜାତୀୟ ବିପର୍ଯ୍ୟୟ ଭାବେ ଘୋଷଣା କରିବା ପାଇଁ ଦାବି ଉଠିଛି । କଂଗ୍ରେସ ସଭାପତି ଓ ପ୍ରଧାନମନ୍ତ୍ରୀ ମଧ୍ୟ ଆକାଶ ମାର୍ଗରେ ସ୍ଥିତି ସର୍ଭେକ୍ଷଣ କରିଛନ୍ତି । ସମସ୍ତ ଦଳ ମିଳିମିଶି ପୀଡ଼ିତଙ୍କ ସହାୟତା ପାଇଁ ଆଗେଇ ଆସିବା ଉଚିତ । (6, 1706, 336, 1882)
sudoku-cell[interactable]: 4 (1305, 1893, 1344, 1931)
sudoku-example-cell: 9 (1371, 2160, 1384, 2171)
sudoku-logo-text: su|do|ku (1175, 1683, 1280, 1708)
letter-signature: ରବି ମିଶ୍ର, ଦୁର୍ଗାଦେବୀଗଳି, ସର୍ବୋଦୟନଗର, ପୁରୀ (1292, 1140, 1492, 1153)
sudoku-cell[interactable]: 6 (1498, 1739, 1537, 1778)
sudoku-cell[interactable]: 1 (1382, 1931, 1421, 1970)
sudoku-example-cell: 5 (1410, 2116, 1423, 2127)
brahmasya-left-col (6, 980, 336, 1640)
sudoku-example-cell: 1 (1410, 2149, 1423, 2160)
sudoku-header (1170, 1674, 1490, 1726)
letter-2 (1160, 380, 1492, 570)
paper-sub: DHARITRI (1030, 39, 1073, 47)
author-address: କୋଠାରୀ ରୋଡ଼, ଭୁବନେଶ୍ୱର, ମୋ-୯୯୩୭୩୦୫୭୬୩, ୧୨୨୪ (888, 1859, 1134, 1872)
ei-bharatare-article (6, 295, 318, 970)
sudoku-example-row (1319, 2160, 1436, 2171)
sudoku-example-cell: 8 (1371, 2138, 1384, 2149)
sudoku-answer-note: ଏହାର ଉତ୍ତର ଆସନ୍ତାକାଲି ପ୍ରକାଶ ପାଇବ । (1231, 2082, 1421, 2094)
divider (606, 170, 607, 960)
sudoku-example-cell: 7 (1358, 2171, 1371, 2182)
sudoku-example-cell: 9 (1423, 2171, 1436, 2182)
sudoku-example-cell: 8 (1358, 2116, 1371, 2127)
sudoku-example-cell: 9 (1410, 2138, 1423, 2149)
sudoku-cell[interactable]: 2 (1421, 1969, 1460, 2008)
letter-3 (1160, 574, 1492, 742)
sudoku-cell[interactable]: 8 (1460, 1739, 1498, 1778)
ulanga-america-title: ଉଲଗ୍ନ ଆମେରିକା (440, 67, 1040, 157)
anniversary-item: • ଭାରତୀୟ ପ୍ରଶାସନିକ ସେବା (ଆଇଏଏସ) ଅଫିସରଙ୍କ ସଂଖ୍ୟା ବୃଦ୍ଧି ନେଇ କେନ୍ଦ୍ରର ନିଷ୍ପତ୍ତି। (1160, 1591, 1492, 1618)
sudoku-cell[interactable]: 5 (1460, 1816, 1498, 1855)
sudoku-cell[interactable] (1228, 2008, 1266, 2046)
sudoku-example-cell: 6 (1423, 2138, 1436, 2149)
column-label: ସାଉଁଟା କାହାଣୀ (698, 1234, 836, 1262)
sudoku-example-cell: 4 (1345, 2116, 1358, 2127)
sudoku-example-cell: 8 (1319, 2160, 1332, 2171)
sudoku-example-cell: 6 (1423, 2193, 1436, 2204)
sudoku-cell[interactable] (1498, 1816, 1537, 1855)
sudoku-cell[interactable] (1344, 1893, 1382, 1931)
sudoku-cell[interactable] (1228, 1969, 1266, 2008)
sudoku-cell[interactable] (1382, 2046, 1421, 2085)
letter-body: ଆଜିକାଲି ଶିକ୍ଷକ ନିଯୁକ୍ତି ନେଇ ପ୍ରତିମାନେ ରେଜିଷ୍ଟ୍ରେସନ ଚର୍ଚ୍ଚା ଚାଲିଛି । ଏଥିରେ ପ୍ରଶିକ୍ଷିତ ଶିକ୍ଷକମାନଙ୍କର ନିଯୁକ୍ତି ପାଇଁ ସରକାର କେତେକ ପଦକ୍ଷେପ ନେଇଛନ୍ତି । ଗୁଜରାଟ ସରକାରଙ୍କ 'ବିଦ୍ୟା ସହାୟକ' ନିଯୁକ୍ତି ନୀତି ଭଳି ଆମ ରାଜ୍ୟରେ ମଧ୍ୟ ଶିକ୍ଷା ସହାୟକ ନିଯୁକ୍ତି କରାଯାଉଛି । ଏହା ଦ୍ୱାରା ଶିକ୍ଷାର ମାନ ଉନ୍ନତ ହେବ ବୋଲି ଆଶା କରାଯାଉଥିଲା । କିନ୍ତୁ ଏହି ସହାୟକମାନଙ୍କୁ ଖୁବ କମ ଦରମା ଦିଆଯାଉଛି ଓ ସେମାନଙ୍କ ଚାକିରି ସ୍ଥାୟୀ ନୁହେଁ । ଏହା ଶିକ୍ଷା ବ୍ୟବସ୍ଥା ପାଇଁ ଠିକ ନୁହେଁ । ସରକାର ଏହି ଦିଗରେ ଧ୍ୟାନ ଦେବା ଉଚିତ ଓ ଶିକ୍ଷକମାନଙ୍କୁ ଉପଯୁକ୍ତ ସମ୍ମାନ ଦେବା ଦରକାର । (1160, 101, 1492, 196)
sudoku-rules: ସୁ-ଡୋ-କୁ ଏକ ଅଙ୍କ ଧନ୍ଧା । ଏଥିରେ ପ୍ରତ୍ୟେକ ଧାଡ଼ି, ସ୍ତମ୍ଭ ଓ ୩x୩ ବାକ୍ସରେ ୧ରୁ ୯ ପର୍ଯ୍ୟନ୍ତ ଅଙ୍କ ଥରେ ଥରେ ରହିବ । (1160, 2104, 1310, 2157)
sudoku-cell[interactable] (1460, 2046, 1498, 2085)
sudoku-cell[interactable]: 3 (1344, 1931, 1382, 1970)
masthead-quote-author: -ଶ୍ରୀମା (907, 39, 940, 51)
sudoku-example-cell: 4 (1423, 2105, 1436, 2116)
sudoku-example-cell: 9 (1345, 2149, 1358, 2160)
sudoku-cell[interactable] (1344, 2008, 1382, 2046)
sudoku-example-cell: 4 (1358, 2138, 1371, 2149)
sudoku-example-cell: 6 (1358, 2160, 1371, 2171)
author-address: ୬୦, ସତ୍ୟନଗର, ଭୁବନେଶ୍ୱର, ମୋ-୯୪୩୭୦୨୫୭୬୮ (914, 1230, 1134, 1243)
sudoku-example-row (1319, 2171, 1436, 2182)
letter-signature: ସତ୍ୟବ୍ରତ ଦାସ, ଭୁବନେଶ୍ୱର, ଆଣ୍ଡି, ଭଦ୍ରକ (1294, 657, 1492, 670)
letter-title: ପୁରୀର ଅସୁରକ୍ଷିତ କୋଠା (1160, 1030, 1492, 1056)
sudoku-example-cell: 6 (1384, 2116, 1397, 2127)
sudoku-example-cell: 2 (1410, 2105, 1423, 2116)
sudoku-example-cell: 3 (1384, 2105, 1397, 2116)
sudoku-cell[interactable] (1189, 1931, 1228, 1970)
sudoku-example-cell: 3 (1319, 2116, 1332, 2127)
sudoku-cell[interactable]: 2 (1228, 1778, 1266, 1816)
ei-bharatare-banner (6, 234, 318, 290)
column-byline-box (608, 1226, 890, 1312)
wheel-icon (1091, 15, 1125, 49)
contact-line: କେବଳ ବିଜ୍ଞାପନ ପାଇଁ ବ୍ୟବହାର କରନ୍ତୁ: (1241, 1442, 1415, 1455)
sudoku-cell[interactable] (1498, 2046, 1537, 2085)
netanka-col-2 (748, 1770, 1134, 2320)
author-photo (614, 1232, 688, 1306)
sudoku-example-cell: 2 (1423, 2160, 1436, 2171)
sudoku-cell[interactable] (1421, 1854, 1460, 1893)
sudoku-example-cell: 4 (1410, 2182, 1423, 2193)
sudoku-example-cell: 2 (1332, 2138, 1345, 2149)
verse-line: "ଏ ଯେ ବ୍ରହ୍ମସ୍ୱ ଦୁର୍ଗମ, କାହାରି ନିମନ୍ତେ ନୁହେଁ (845, 1177, 1045, 1190)
sudoku-cell[interactable] (1421, 1778, 1460, 1816)
sudoku-cell[interactable]: 5 (1189, 2046, 1228, 2085)
sudoku-cell[interactable] (1498, 1931, 1537, 1970)
verse-line: ତାଙ୍କ ଶ୍ରଦ୍ଧାରେ ସତ୍ୟ ପ୍ରକାଶ, ସେ ପାର କରେ ତାହା ଆଣ ।" (814, 1191, 1076, 1204)
sudoku-cell[interactable] (1305, 1969, 1344, 2008)
sudoku-example-cell: 3 (1345, 2193, 1358, 2204)
sudoku-example-cell: 9 (1332, 2127, 1345, 2138)
section-rule (6, 1650, 1134, 1652)
letters-header (1160, 6, 1492, 50)
poem-line: ଆଗାମୀ ବାକଳ ମୁଁ କବିକା ରଚେ ସବି! (15, 141, 173, 155)
netanka-col-1: ଉଦାହରଣ ସ୍ୱରୂପ ଉତ୍ତରାଖଣ୍ଡ ମୁଖ୍ୟମନ୍ତ୍ରୀ ବିଜୟ ବହୁଗୁଣା କହିଛନ୍ତି ଯେ ରାଜ୍ୟ ସରକାର ପୀଡ଼ିତଙ୍କୁ ସମସ୍ତ ପ୍ରକାର ସହାୟତା ଦେବେ । କେନ୍ଦ୍ର ସରକାର ଏଥିପାଇଁ ଏକ ହଜାର କୋଟି ଟଙ୍କାର ସହାୟତା ଘୋଷଣା କରିଛନ୍ତି । ବିଭିନ୍ନ ରାଜ୍ୟ ସରକାର ମଧ୍ୟ ନିଜ ନିଜ ଶ୍ରଦ୍ଧାଳୁଙ୍କୁ ଫେରାଇ ଆଣିବା ପାଇଁ ବିଶେଷ ବ୍ୟବସ୍ଥା କରିଛନ୍ତି । ଓଡ଼ିଶା ସରକାର ମଧ୍ୟ ଏକ ଟିମ ପଠାଇ ଓଡ଼ିଆ ଶ୍ରଦ୍ଧାଳୁଙ୍କୁ ଉଦ୍ଧାର କରିବା ପାଇଁ ପଦକ୍ଷେପ ନେଇଛନ୍ତି । ମାତ୍ର ଏହି ସହାୟତା ଘୋଷଣା ସହ ନେତାମାନଙ୍କ ପ୍ରଚାର ପ୍ରବୃତ୍ତି ଲୋକଙ୍କ ଦୃଷ୍ଟି ଆକର୍ଷଣ କରିଛି । ଅନେକ ନେତା ହେଲିକପ୍ଟରରେ ଯାଇ ଫଟୋ ଉଠାଇ ପ୍ରଚାର କରୁଛନ୍ତି । (352, 1770, 732, 1864)
sudoku-example-row (1319, 2149, 1436, 2160)
sudoku-cell[interactable]: 4 (1189, 1969, 1228, 2008)
hadibandhu-header (6, 1660, 336, 1700)
contact-email[interactable]: E-mail:dharitripress@gmail.com (1228, 1397, 1428, 1410)
